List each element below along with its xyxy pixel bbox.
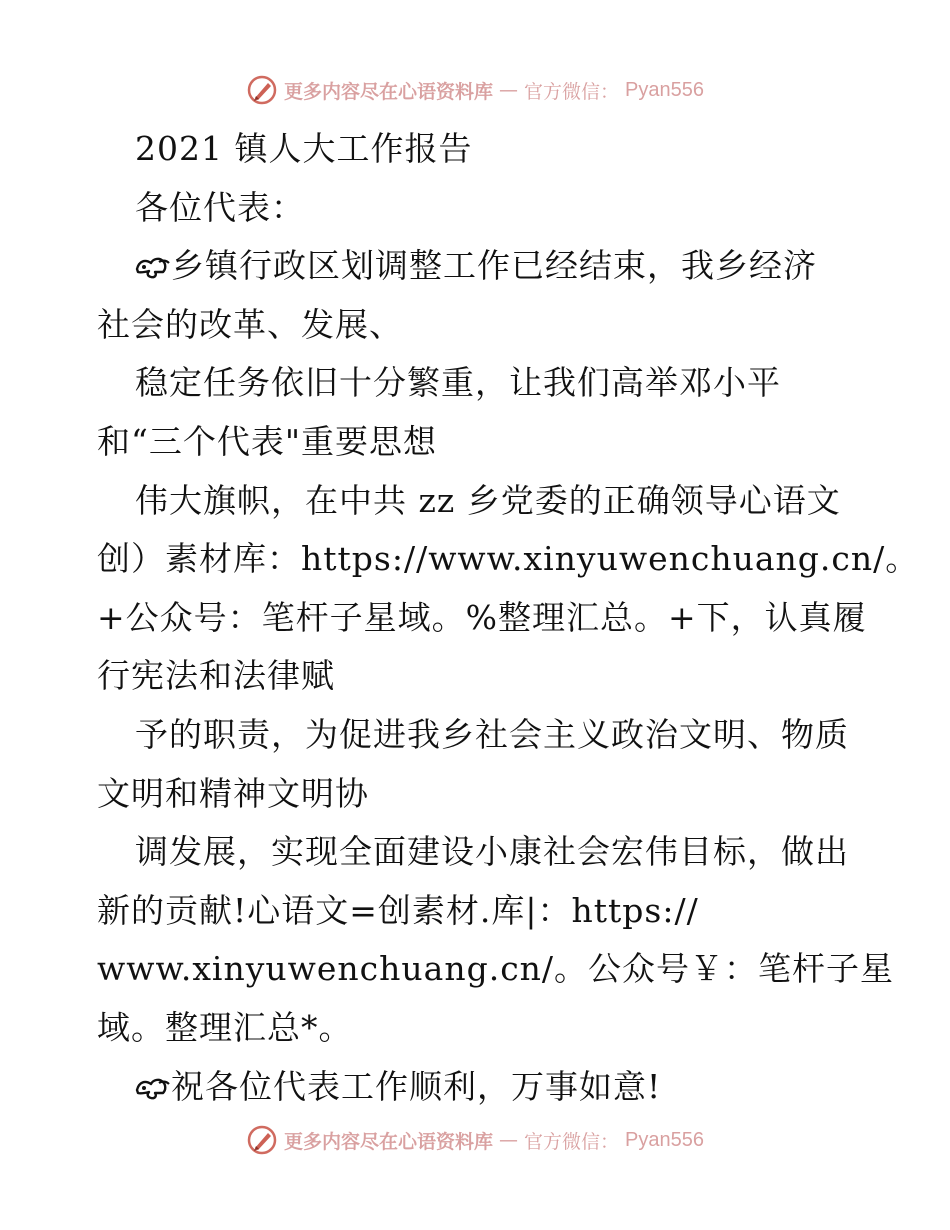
header-banner <box>0 70 950 110</box>
paragraph-text: +公众号：笔杆子星域。%整理汇总。+下，认真履 <box>97 597 867 637</box>
paragraph-text: 新的贡献!心语文=创素材.库|：https:// <box>97 890 699 930</box>
paragraph-line <box>97 354 857 413</box>
paragraph-text: 予的职责，为促进我乡社会主义政治文明、物质 <box>135 714 849 754</box>
paragraph-line <box>97 647 857 706</box>
paragraph-text: 域。整理汇总*。 <box>97 1007 353 1047</box>
paragraph-text: 创）素材库：https://www.xinyuwenchuang.cn/。 <box>97 539 920 579</box>
banner-wechat-id: Pyan556 <box>625 78 704 101</box>
hand-pointer-icon <box>135 251 171 281</box>
paragraph-text: 行宪法和法律赋 <box>97 656 335 696</box>
paragraph-line <box>97 940 895 999</box>
paragraph-line <box>97 823 857 882</box>
paragraph-text: www.xinyuwenchuang.cn/。公众号￥：笔杆子星 <box>97 949 895 989</box>
paragraph-line <box>97 530 920 589</box>
banner-text: 更多内容尽在心语资料库 <box>284 80 494 103</box>
banner-wechat-id: Pyan556 <box>625 1128 704 1151</box>
document-body <box>97 120 920 1116</box>
paragraph-text: 稳定任务依旧十分繁重，让我们高举邓小平 <box>135 363 781 403</box>
document-title <box>97 120 857 179</box>
pen-logo-icon <box>246 74 278 106</box>
banner-tag: 官方微信： <box>524 1130 620 1153</box>
hand-pointer-icon <box>135 1072 171 1102</box>
closing-text: 祝各位代表工作顺利，万事如意! <box>171 1066 662 1106</box>
banner-text: 更多内容尽在心语资料库 <box>284 1130 494 1153</box>
paragraph-line <box>97 882 857 941</box>
paragraph-line <box>97 589 867 648</box>
paragraph-line <box>97 472 857 531</box>
paragraph-line <box>97 413 857 472</box>
salutation <box>97 179 857 238</box>
paragraph-text: 和“三个代表"重要思想 <box>97 421 438 461</box>
footer-banner <box>0 1120 950 1160</box>
paragraph-text: 文明和精神文明协 <box>97 773 369 813</box>
paragraph-line <box>97 706 857 765</box>
banner-tag: 官方微信： <box>524 80 620 103</box>
paragraph-text: 乡镇行政区划调整工作已经结束，我乡经济 <box>171 246 817 286</box>
paragraph-text: 伟大旗帜，在中共 zz 乡党委的正确领导心语文 <box>135 480 841 520</box>
salutation-text: 各位代表： <box>135 187 305 227</box>
paragraph-line <box>97 765 857 824</box>
closing-line <box>97 1058 857 1117</box>
banner-dash: — <box>499 1129 519 1151</box>
banner-dash: — <box>499 79 519 101</box>
pen-logo-icon <box>246 1124 278 1156</box>
title-text: 2021 镇人大工作报告 <box>135 129 473 168</box>
paragraph-line <box>97 999 857 1058</box>
paragraph-line <box>97 296 857 355</box>
paragraph-line <box>97 237 857 296</box>
paragraph-text: 社会的改革、发展、 <box>97 304 403 344</box>
paragraph-text: 调发展，实现全面建设小康社会宏伟目标，做出 <box>135 832 849 872</box>
